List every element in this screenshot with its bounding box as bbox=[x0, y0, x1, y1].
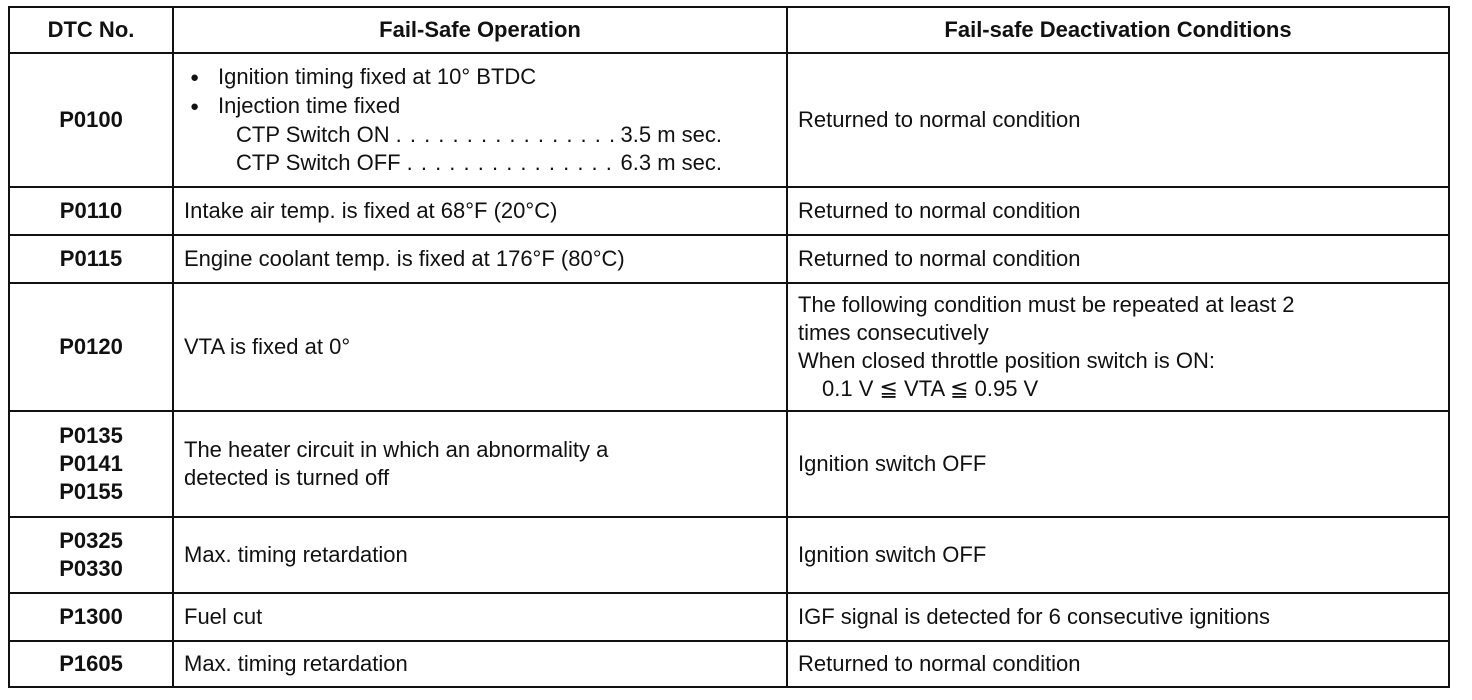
operation-cell bbox=[173, 53, 787, 187]
condition-text: The following condition must be repeated at least 2 bbox=[798, 292, 1295, 317]
dtc-code-cell bbox=[9, 187, 173, 235]
table-row bbox=[9, 593, 1449, 641]
condition-cell bbox=[787, 283, 1449, 411]
subitem-label: CTP Switch ON bbox=[236, 122, 390, 147]
condition-text: Ignition switch OFF bbox=[798, 542, 987, 567]
operation-bullet: ● Ignition timing fixed at 10° BTDC bbox=[184, 63, 776, 92]
subitem-label: CTP Switch OFF bbox=[236, 150, 401, 175]
dtc-code-cell bbox=[9, 641, 173, 687]
operation-text: Engine coolant temp. is fixed at 176°F (80°C) bbox=[184, 246, 625, 271]
dtc-code: P0120 bbox=[59, 334, 123, 359]
condition-text: times consecutively bbox=[798, 320, 989, 345]
condition-text: IGF signal is detected for 6 consecutive ignitions bbox=[798, 604, 1271, 629]
dot-leader bbox=[396, 121, 615, 149]
condition-cell bbox=[787, 187, 1449, 235]
operation-cell bbox=[173, 517, 787, 593]
operation-text: VTA is fixed at 0° bbox=[184, 334, 351, 359]
header-deactivation-conditions: Fail-safe Deactivation Conditions bbox=[787, 7, 1449, 53]
operation-text: detected is turned off bbox=[184, 465, 390, 490]
condition-cell bbox=[787, 411, 1449, 517]
dtc-code: P1300 bbox=[59, 604, 123, 629]
condition-text: Returned to normal condition bbox=[798, 246, 1081, 271]
header-dtc-no: DTC No. bbox=[9, 7, 173, 53]
operation-subitem bbox=[184, 149, 776, 177]
operation-cell bbox=[173, 593, 787, 641]
operation-cell bbox=[173, 235, 787, 283]
operation-text: Intake air temp. is fixed at 68°F (20°C) bbox=[184, 198, 558, 223]
dtc-code: P0115 bbox=[59, 246, 123, 271]
dtc-code: P0141 bbox=[59, 451, 123, 476]
operation-cell bbox=[173, 187, 787, 235]
table-row bbox=[9, 517, 1449, 593]
operation-text: The heater circuit in which an abnormality a bbox=[184, 437, 609, 462]
condition-text: Ignition switch OFF bbox=[798, 451, 987, 476]
condition-cell bbox=[787, 641, 1449, 687]
operation-cell bbox=[173, 283, 787, 411]
condition-text: Returned to normal condition bbox=[798, 107, 1081, 132]
table-row bbox=[9, 411, 1449, 517]
operation-text: Fuel cut bbox=[184, 604, 263, 629]
dtc-code: P0110 bbox=[59, 198, 123, 223]
fail-safe-table bbox=[8, 6, 1450, 688]
subitem-value: 6.3 m sec. bbox=[620, 150, 722, 175]
operation-subitem bbox=[184, 121, 776, 149]
condition-text: Returned to normal condition bbox=[798, 198, 1081, 223]
condition-text: When closed throttle position switch is ON: bbox=[798, 348, 1215, 373]
dtc-code-cell bbox=[9, 411, 173, 517]
dtc-code-cell bbox=[9, 283, 173, 411]
table-row bbox=[9, 235, 1449, 283]
dtc-code: P0135 bbox=[59, 423, 123, 448]
dot-leader bbox=[407, 149, 615, 177]
operation-text: Max. timing retardation bbox=[184, 651, 408, 676]
operation-cell bbox=[173, 411, 787, 517]
subitem-value: 3.5 m sec. bbox=[620, 122, 722, 147]
table-header-row bbox=[9, 7, 1449, 53]
dtc-code-cell bbox=[9, 517, 173, 593]
dtc-code: P0330 bbox=[59, 556, 123, 581]
table-row bbox=[9, 641, 1449, 687]
condition-formula: 0.1 V ≦ VTA ≦ 0.95 V bbox=[822, 376, 1039, 401]
condition-cell bbox=[787, 593, 1449, 641]
operation-cell bbox=[173, 641, 787, 687]
table-row bbox=[9, 187, 1449, 235]
dtc-code: P0155 bbox=[59, 479, 123, 504]
dtc-code: P1605 bbox=[59, 651, 123, 676]
operation-text: Max. timing retardation bbox=[184, 542, 408, 567]
condition-cell bbox=[787, 53, 1449, 187]
condition-cell bbox=[787, 235, 1449, 283]
dtc-code-cell bbox=[9, 235, 173, 283]
table-row bbox=[9, 283, 1449, 411]
operation-bullet: ● Injection time fixed bbox=[184, 92, 776, 121]
table-row bbox=[9, 53, 1449, 187]
dtc-code-cell bbox=[9, 53, 173, 187]
condition-text: Returned to normal condition bbox=[798, 651, 1081, 676]
dtc-code-cell bbox=[9, 593, 173, 641]
header-fail-safe-operation: Fail-Safe Operation bbox=[173, 7, 787, 53]
dtc-code: P0100 bbox=[59, 107, 123, 132]
condition-cell bbox=[787, 517, 1449, 593]
dtc-code: P0325 bbox=[59, 528, 123, 553]
